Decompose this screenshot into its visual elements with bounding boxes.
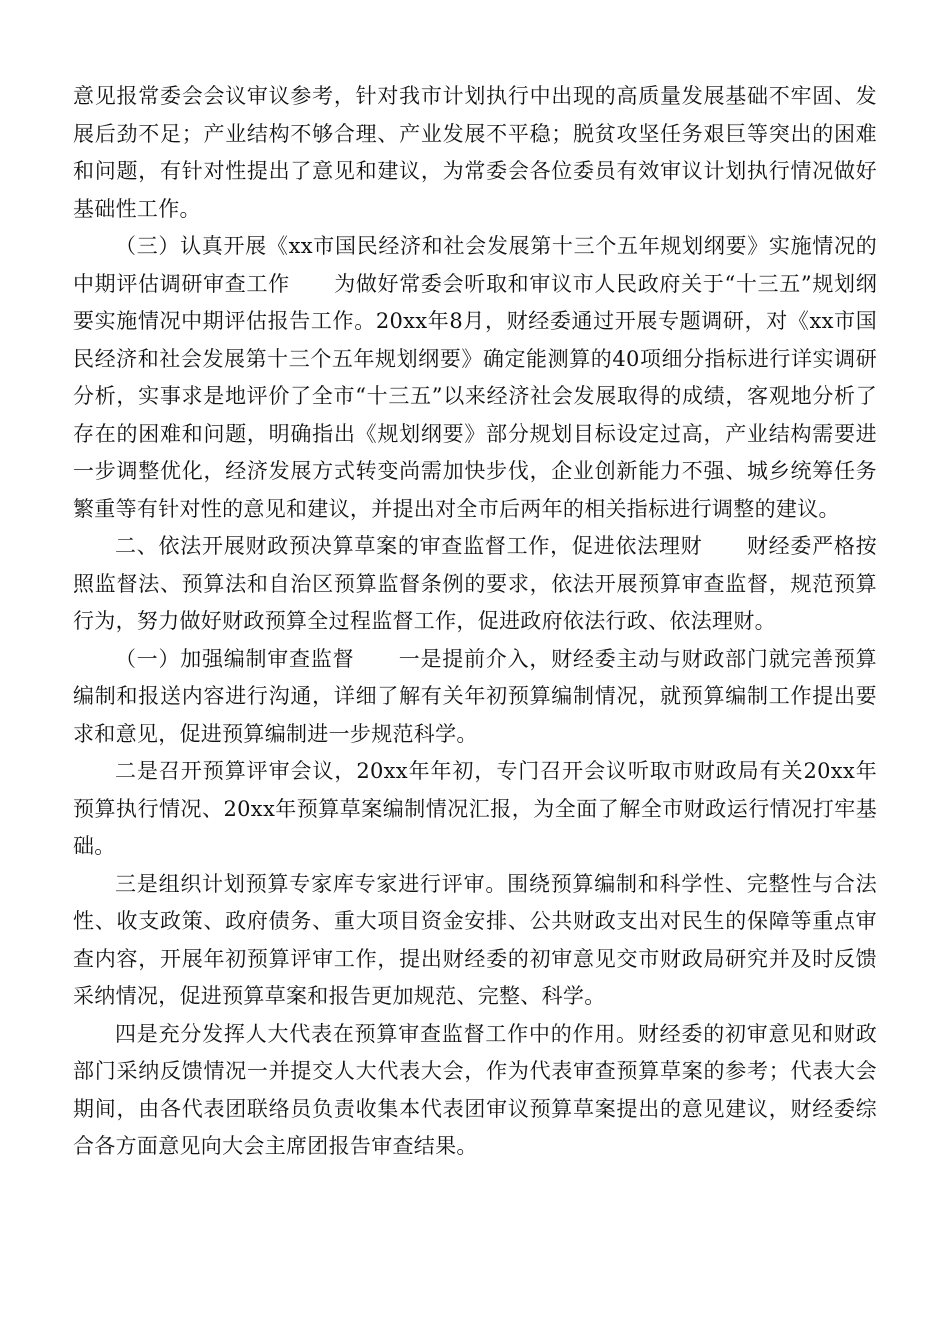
paragraph-text: 二是召开预算评审会议，20xx年年初，专门召开会议听取市财政局有关20xx年预算执行情况、20xx年预算草案编制情况汇报，为全面了解全市财政运行情况打牢基础。 <box>73 759 877 858</box>
section-heading: （一）加强编制审查监督 <box>115 646 355 671</box>
paragraph-text: 意见报常委会会议审议参考，针对我市计划执行中出现的高质量发展基础不牢固、发展后劲不足；产业结构不够合理、产业发展不平稳；脱贫攻坚任务艰巨等突出的困难和问题，有针对性提出了意见和建议，为常委会各位委员有效审议计划执行情况做好基础性工作。 <box>73 84 877 221</box>
paragraph-item-4 <box>73 1016 877 1166</box>
paragraph-text: 四是充分发挥人大代表在预算审查监督工作中的作用。财经委的初审意见和财政部门采纳反馈情况一并提交人大代表大会，作为代表审查预算草案的参考；代表大会期间，由各代表团联络员负责收集本代表团审议预算草案提出的意见建议，财经委综合各方面意见向大会主席团报告审查结果。 <box>73 1021 877 1158</box>
paragraph-continuation <box>73 78 877 228</box>
section-heading: （三）认真开展《xx市国民经济和社会发展第十三个五年规划纲要》实施情况的中期评估调研审查工作 <box>73 234 877 296</box>
paragraph-item-2 <box>73 753 877 866</box>
paragraph-text: 三是组织计划预算专家库专家进行评审。围绕预算编制和科学性、完整性与合法性、收支政策、政府债务、重大项目资金安排、公共财政支出对民生的保障等重点审查内容，开展年初预算评审工作，提出财经委的初审意见交市财政局研究并及时反馈采纳情况，促进预算草案和报告更加规范、完整、科学。 <box>73 871 877 1008</box>
paragraph-text: 为做好常委会听取和审议市人民政府关于“十三五”规划纲要实施情况中期评估报告工作。20xx年8月，财经委通过开展专题调研，对《xx市国民经济和社会发展第十三个五年规划纲要》确定能测算的40项细分指标进行详实调研分析，实事求是地评价了全市“十三五”以来经济社会发展取得的成绩，客观地分析了存在的困难和问题，明确指出《规划纲要》部分规划目标设定过高，产业结构需要进一步调整优化，经济发展方式转变尚需加快步伐，企业创新能力不强、城乡统筹任务繁重等有针对性的意见和建议，并提出对全市后两年的相关指标进行调整的建议。 <box>73 271 877 521</box>
section-heading: 二、依法开展财政预决算草案的审查监督工作，促进依法理财 <box>115 534 703 558</box>
paragraph-part-2 <box>73 528 877 641</box>
paragraph-section-3 <box>73 228 877 528</box>
paragraph-subsection-1 <box>73 641 877 754</box>
paragraph-text: 一是提前介入，财经委主动与财政部门就完善预算编制和报送内容进行沟通，详细了解有关年初预算编制情况，就预算编制工作提出要求和意见，促进预算编制进一步规范科学。 <box>73 646 877 746</box>
paragraph-text: 财经委严格按照监督法、预算法和自治区预算监督条例的要求，依法开展预算审查监督，规范预算行为，努力做好财政预算全过程监督工作，促进政府依法行政、依法理财。 <box>73 534 877 633</box>
paragraph-item-3 <box>73 866 877 1016</box>
